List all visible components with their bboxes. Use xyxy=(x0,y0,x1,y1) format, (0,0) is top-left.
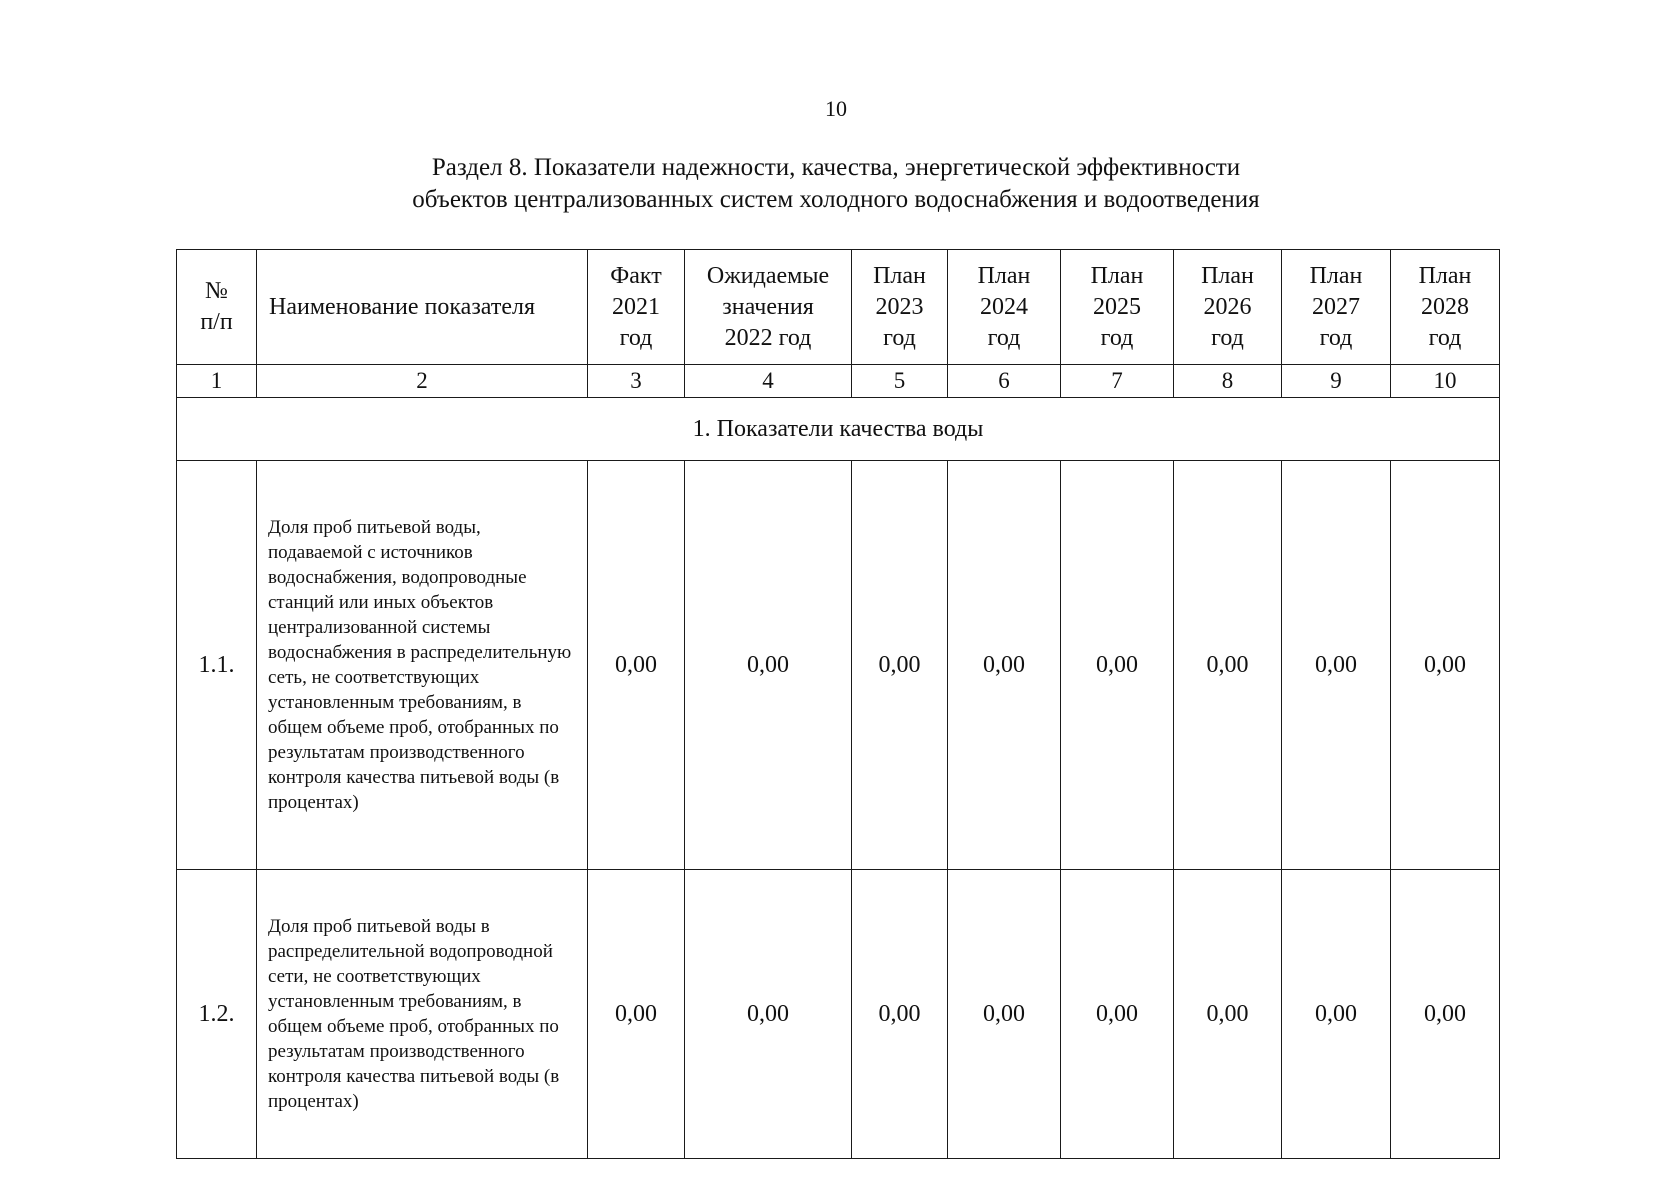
value-cell: 0,00 xyxy=(1061,870,1174,1159)
header-cell-plan-2024: План 2024 год xyxy=(948,250,1061,365)
value-cell: 0,00 xyxy=(588,870,685,1159)
section-heading: 1. Показатели качества воды xyxy=(177,398,1500,461)
value-cell: 0,00 xyxy=(852,461,948,870)
header-cell-expected-2022: Ожидаемые значения 2022 год xyxy=(685,250,852,365)
value-cell: 0,00 xyxy=(685,870,852,1159)
indicators-table xyxy=(176,249,1500,1159)
row-number: 1.2. xyxy=(177,870,257,1159)
column-number: 2 xyxy=(257,365,588,398)
value-cell: 0,00 xyxy=(1174,461,1282,870)
page-number: 10 xyxy=(825,96,847,121)
header-cell-name: Наименование показателя xyxy=(257,250,588,365)
header-cell-fact-2021: Факт 2021 год xyxy=(588,250,685,365)
header-cell-plan-2028: План 2028 год xyxy=(1391,250,1500,365)
value-cell: 0,00 xyxy=(1391,461,1500,870)
indicator-name: Доля проб питьевой воды, подаваемой с источников водоснабжения, водопроводные станций или иных объектов централизованной системы водоснабжения в распределительную сеть, не соответствующих установленным требованиям, в общем объеме проб, отобранных по результатам производственного контроля качества питьевой воды (в процентах) xyxy=(257,461,588,870)
value-cell: 0,00 xyxy=(1282,870,1391,1159)
section-title xyxy=(0,152,1672,216)
row-number: 1.1. xyxy=(177,461,257,870)
value-cell: 0,00 xyxy=(948,461,1061,870)
value-cell: 0,00 xyxy=(588,461,685,870)
table-row xyxy=(177,870,1500,1159)
header-cell-plan-2027: План 2027 год xyxy=(1282,250,1391,365)
header-row xyxy=(177,250,1500,365)
header-cell-plan-2023: План 2023 год xyxy=(852,250,948,365)
column-number: 4 xyxy=(685,365,852,398)
table-row xyxy=(177,461,1500,870)
column-number: 1 xyxy=(177,365,257,398)
section-heading-row xyxy=(177,398,1500,461)
column-number: 8 xyxy=(1174,365,1282,398)
column-number-row xyxy=(177,365,1500,398)
value-cell: 0,00 xyxy=(1282,461,1391,870)
column-number: 3 xyxy=(588,365,685,398)
column-number: 10 xyxy=(1391,365,1500,398)
header-cell-number: № п/п xyxy=(177,250,257,365)
header-cell-plan-2025: План 2025 год xyxy=(1061,250,1174,365)
value-cell: 0,00 xyxy=(685,461,852,870)
indicator-name: Доля проб питьевой воды в распределительной водопроводной сети, не соответствующих установленным требованиям, в общем объеме проб, отобранных по результатам производственного контроля качества питьевой воды (в процентах) xyxy=(257,870,588,1159)
value-cell: 0,00 xyxy=(948,870,1061,1159)
value-cell: 0,00 xyxy=(852,870,948,1159)
column-number: 6 xyxy=(948,365,1061,398)
section-title-line-2: объектов централизованных систем холодного водоснабжения и водоотведения xyxy=(412,186,1260,213)
column-number: 5 xyxy=(852,365,948,398)
column-number: 7 xyxy=(1061,365,1174,398)
header-cell-plan-2026: План 2026 год xyxy=(1174,250,1282,365)
value-cell: 0,00 xyxy=(1174,870,1282,1159)
value-cell: 0,00 xyxy=(1391,870,1500,1159)
value-cell: 0,00 xyxy=(1061,461,1174,870)
section-title-line-1: Раздел 8. Показатели надежности, качества, энергетической эффективности xyxy=(431,154,1241,181)
column-number: 9 xyxy=(1282,365,1391,398)
